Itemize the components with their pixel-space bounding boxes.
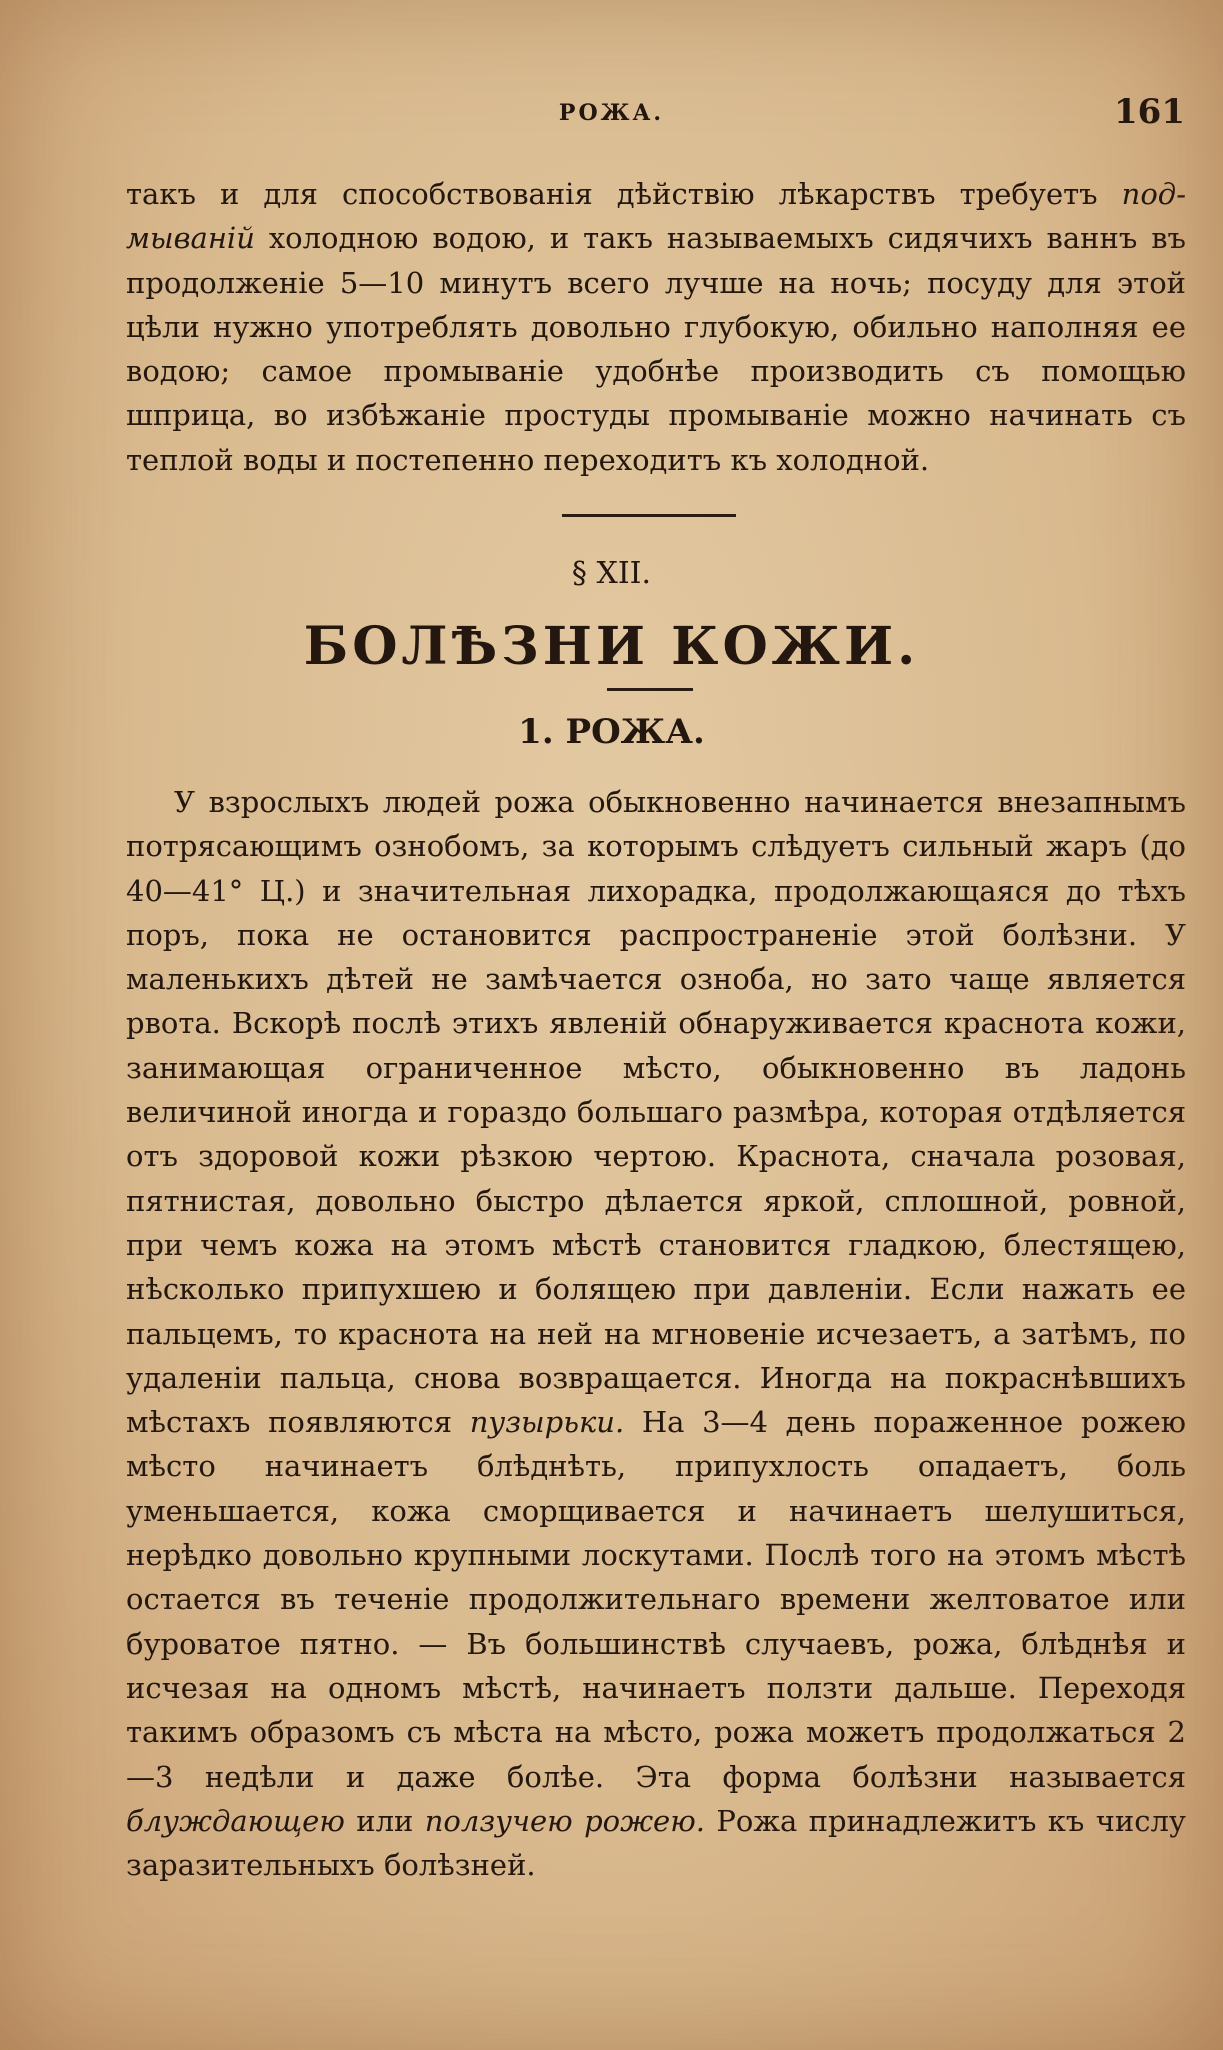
text-run: такъ и для способствованія дѣйствію лѣкарствъ требуетъ (126, 177, 1122, 211)
divider-rule (562, 514, 736, 517)
divider-rule-short (607, 688, 693, 691)
running-head: РОЖА. (558, 100, 665, 126)
italic-term: ползучею рожею. (424, 1803, 705, 1838)
text-run: На 3—4 день пораженное рожею мѣсто начинаетъ блѣднѣть, припухлость опадаетъ, боль уменьшается, кожа сморщивается и начинаетъ шелушиться, нерѣдко довольно крупными лоскутами. Послѣ того на этомъ мѣстѣ остается въ теченіе продолжительнаго времени желтоватое или буроватое пятно. — Въ большинствѣ случаевъ, рожа, блѣднѣя и исчезая на одномъ мѣстѣ, начинаетъ ползти дальше. Переходя такимъ образомъ съ мѣста на мѣсто, рожа можетъ продолжаться 2—3 недѣли и даже болѣе. Эта форма болѣзни называется (126, 1405, 1186, 1794)
italic-term: под-мываній (126, 177, 1186, 256)
page-header (0, 92, 1223, 136)
italic-term: пузырьки. (469, 1405, 625, 1440)
italic-term: блуждающею (126, 1803, 345, 1838)
text-run: холодною водою, и такъ называемыхъ сидячихъ ваннъ въ продолженіе 5—10 минутъ всего лучше на ночь; посуду для этой цѣли нужно употреблять довольно глубокую, обильно наполняя ее водою; самое промываніе удобнѣе производить съ помощью шприца, во избѣжаніе простуды промываніе можно начинать съ теплой воды и постепенно переходитъ къ холодной. (126, 221, 1186, 477)
text-run: или (344, 1803, 425, 1838)
chapter-title: БОЛѢЗНИ КОЖИ. (303, 616, 920, 677)
body-paragraph (126, 780, 1186, 1887)
subsection-title: 1. РОЖА. (518, 712, 705, 752)
section-number: § XII. (571, 556, 652, 591)
text-run: Рожа принадлежитъ къ числу заразительныхъ болѣзней. (126, 1803, 1186, 1883)
text-run: У взрослыхъ людей рожа обыкновенно начинается внезапнымъ потрясающимъ ознобомъ, за которымъ слѣдуетъ сильный жаръ (до 40—41° Ц.) и значительная лихорадка, продолжающаяся до тѣхъ поръ, пока не остановится распространеніе этой болѣзни. У маленькихъ дѣтей не замѣчается озноба, но зато чаще является рвота. Вскорѣ послѣ этихъ явленій обнаруживается краснота кожи, занимающая ограниченное мѣсто, обыкновенно въ ладонь величиной иногда и гораздо большаго размѣра, которая отдѣляется отъ здоровой кожи рѣзкою чертою. Краснота, сначала розовая, пятнистая, довольно быстро дѣлается яркой, сплошной, ровной, при чемъ кожа на этомъ мѣстѣ становится гладкою, блестящею, нѣсколько припухшею и болящею при давленіи. Если нажать ее пальцемъ, то краснота на ней на мгновеніе исчезаетъ, а затѣмъ, по удаленіи пальца, снова возвращается. Иногда на покраснѣвшихъ мѣстахъ появляются (126, 785, 1186, 1440)
continued-paragraph (126, 172, 1186, 482)
page-number: 161 (1114, 92, 1185, 132)
